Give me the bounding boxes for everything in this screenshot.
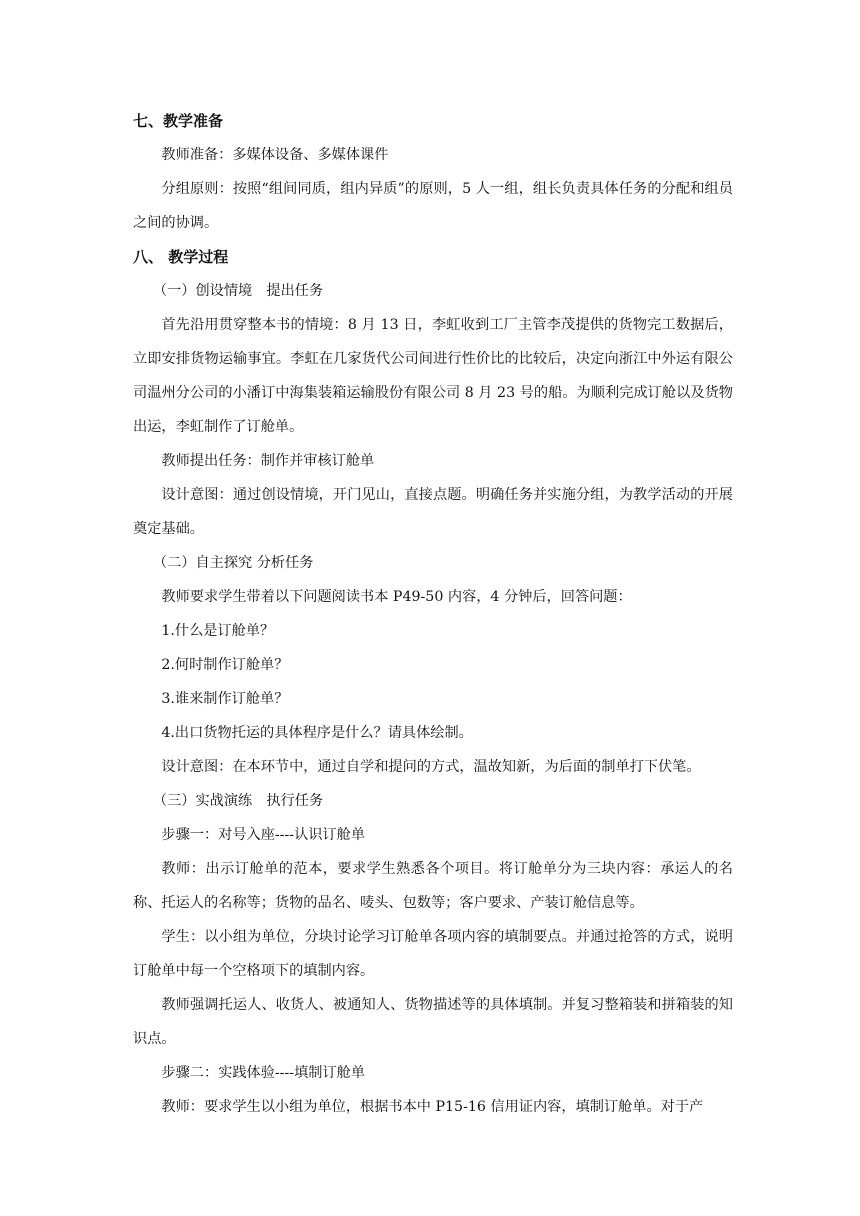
- teacher-prep-paragraph: 教师准备：多媒体设备、多媒体课件: [161, 147, 389, 163]
- scenario-paragraph: 首先沿用贯穿整本书的情境：8 月 13 日，李虹收到工厂主管李茂提供的货物完工数据后，立即安排货物运输事宜。李虹在几家货代公司间进行性价比的比较后，决定向浙江中外运有限公司温州分公司的小潘订中海集装箱运输股份有限公司 8 月 23 号的船。为顺利完成订舱以及货物出运，李虹制作了订舱单。: [133, 317, 733, 435]
- step-1-title: 步骤一：对号入座----认识订舱单: [161, 827, 366, 843]
- question-item: 3.谁来制作订舱单？: [161, 691, 289, 707]
- task-paragraph: 教师提出任务：制作并审核订舱单: [161, 453, 375, 469]
- question-item: 4.出口货物托运的具体程序是什么？请具体绘制。: [161, 725, 473, 741]
- grouping-paragraph: 分组原则：按照“组间同质，组内异质”的原则，5 人一组，组长负责具体任务的分配和组员之间的协调。: [133, 181, 733, 231]
- part-3-heading: （三）实战演练 执行任务: [152, 793, 324, 809]
- student-step-1-paragraph: 学生：以小组为单位，分块讨论学习订舱单各项内容的填制要点。并通过抢答的方式，说明订舱单中每一个空格项下的填制内容。: [133, 929, 733, 979]
- step-2-title: 步骤二：实践体验----填制订舱单: [161, 1065, 366, 1081]
- section-7-heading: 七、教学准备: [133, 112, 224, 130]
- part-2-heading: （二）自主探究 分析任务: [152, 555, 314, 571]
- section-8-heading: 八、 教学过程: [133, 248, 229, 266]
- part-1-heading: （一）创设情境 提出任务: [152, 283, 324, 299]
- part-2-intent-paragraph: 设计意图：在本环节中，通过自学和提问的方式，温故知新，为后面的制单打下伏笔。: [161, 759, 701, 775]
- reading-instruction-paragraph: 教师要求学生带着以下问题阅读书本 P49-50 内容，4 分钟后，回答问题：: [161, 589, 632, 605]
- teacher-emphasis-paragraph: 教师强调托运人、收货人、被通知人、货物描述等的具体填制。并复习整箱装和拼箱装的知识点。: [133, 997, 733, 1047]
- question-item: 2.何时制作订舱单？: [161, 657, 289, 673]
- document-page: [133, 104, 733, 1124]
- teacher-step-2-paragraph: 教师：要求学生以小组为单位，根据书本中 P15-16 信用证内容，填制订舱单。对于产: [161, 1099, 704, 1115]
- part-1-intent-paragraph: 设计意图：通过创设情境，开门见山，直接点题。明确任务并实施分组，为教学活动的开展奠定基础。: [133, 487, 733, 537]
- question-item: 1.什么是订舱单？: [161, 623, 275, 639]
- teacher-step-1-paragraph: 教师：出示订舱单的范本，要求学生熟悉各个项目。将订舱单分为三块内容：承运人的名称、托运人的名称等；货物的品名、唛头、包数等；客户要求、产装订舱信息等。: [133, 861, 733, 911]
